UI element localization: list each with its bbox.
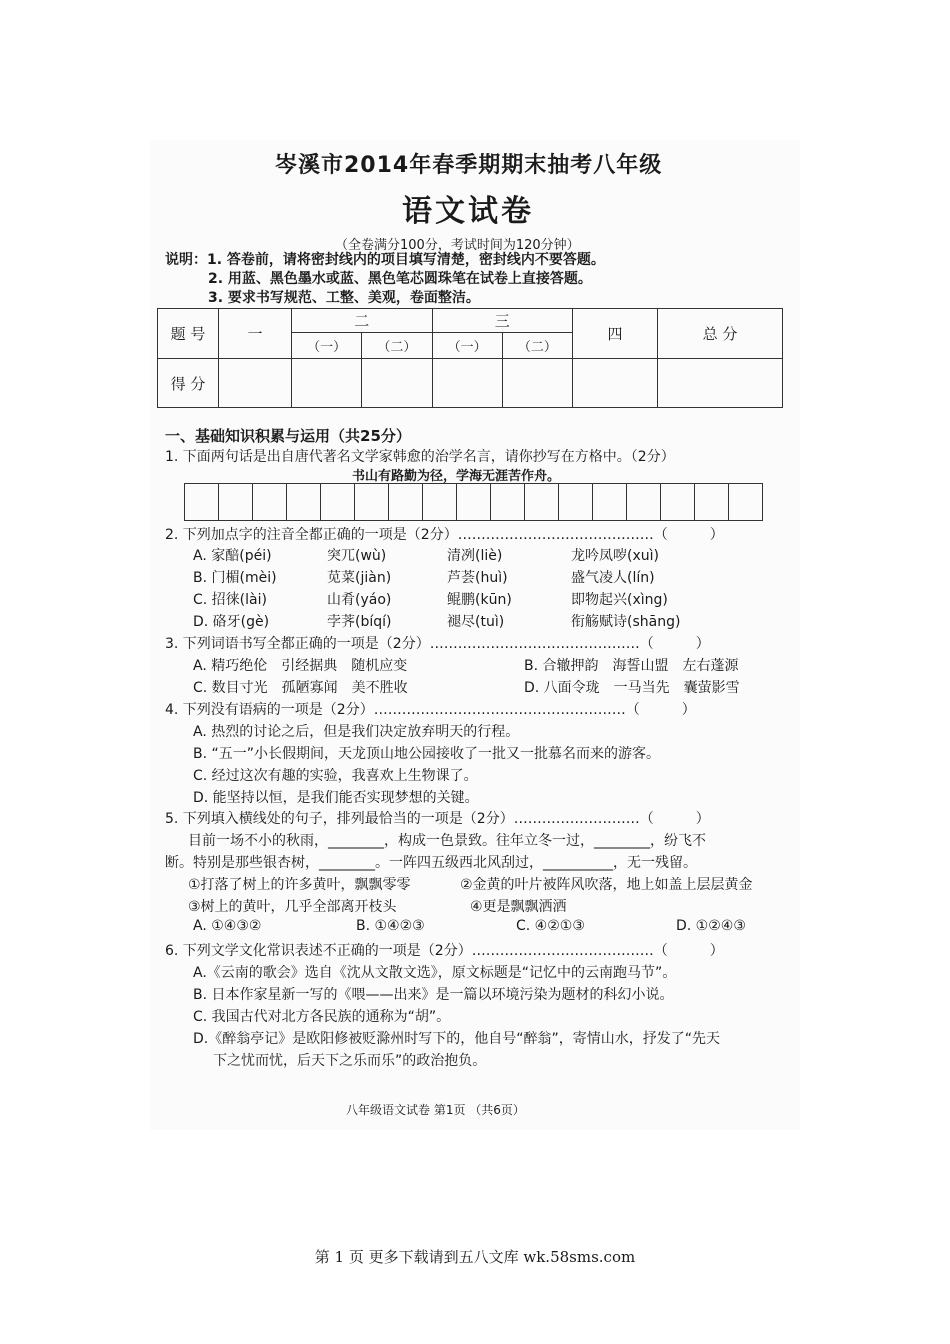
q5-item-3: ③树上的黄叶，几乎全部离开枝头: [188, 899, 397, 915]
grid-cell[interactable]: [524, 483, 559, 521]
grid-cell[interactable]: [728, 483, 763, 521]
q3-option-d: D. 八面令珑 一马当先 囊萤影雪: [524, 680, 740, 696]
score-cell: [573, 359, 658, 408]
q2-option-b-1: B. 门楣(mèi): [193, 570, 277, 586]
score-cell: [502, 359, 572, 408]
q5-item-1: ①打落了树上的许多黄叶，飘飘零零: [188, 877, 411, 893]
grid-cell[interactable]: [320, 483, 355, 521]
q2-option-a-4: 龙吟凤哕(xuì): [571, 548, 659, 564]
q6-option-d: D.《醉翁亭记》是欧阳修被贬滁州时写下的，他自号“醉翁”，寄情山水，抒发了“先天: [193, 1031, 720, 1047]
grid-cell[interactable]: [558, 483, 593, 521]
q4-option-d: D. 能坚持以恒，是我们能否实现梦想的关键。: [193, 790, 479, 806]
grid-cell[interactable]: [694, 483, 729, 521]
q5-option-b: B. ①④②③: [356, 918, 425, 934]
score-cell: [292, 359, 362, 408]
grid-cell[interactable]: [388, 483, 423, 521]
q6-option-a: A.《云南的歌会》选自《沈从文散文选》，原文标题是“记忆中的云南跑马节”。: [193, 965, 677, 981]
score-table: [157, 308, 783, 408]
question-3: 3. 下列词语书写全都正确的一项是（2分）………………………………………（ ）: [165, 636, 710, 652]
download-footer: 第 1 页 更多下载请到五八文库 wk.58sms.com: [314, 1248, 636, 1266]
q2-option-a-2: 突兀(wù): [327, 548, 387, 564]
q4-option-c: C. 经过这次有趣的实验，我喜欢上生物课了。: [193, 768, 478, 784]
q6-option-c: C. 我国古代对北方各民族的通称为“胡”。: [193, 1009, 451, 1025]
exam-subtitle: （全卷满分100分，考试时间为120分钟）: [335, 238, 580, 253]
score-table-total: 总 分: [658, 309, 783, 359]
q2-option-d-4: 衔觞赋诗(shāng): [571, 614, 681, 630]
score-table-col-2: 二: [292, 309, 433, 333]
grid-cell[interactable]: [422, 483, 457, 521]
grid-cell[interactable]: [660, 483, 695, 521]
grid-cell[interactable]: [456, 483, 491, 521]
page-footer: 八年级语文试卷 第1页 （共6页）: [346, 1103, 525, 1117]
q2-option-b-4: 盛气凌人(lín): [571, 570, 655, 586]
q3-option-b: B. 合辙押韵 海誓山盟 左右蓬源: [524, 658, 739, 674]
q5-option-c: C. ④②①③: [516, 918, 585, 934]
q2-option-d-1: D. 硌牙(gè): [193, 614, 270, 630]
q2-option-d-3: 褪尽(tuì): [447, 614, 505, 630]
grid-cell[interactable]: [490, 483, 525, 521]
question-1: 1. 下面两句话是出自唐代著名文学家韩愈的治学名言，请你抄写在方格中。（2分）: [165, 449, 675, 465]
grid-cell[interactable]: [184, 483, 219, 521]
question-6: 6. 下列文学文化常识表述不正确的一项是（2分）…………………………………（ ）: [165, 943, 724, 959]
section-1-title: 一、基础知识积累与运用（共25分）: [165, 427, 411, 445]
q3-option-c: C. 数目寸光 孤陋寡闻 美不胜收: [193, 680, 408, 696]
score-cell: [432, 359, 502, 408]
question-4: 4. 下列没有语病的一项是（2分）………………………………………………（ ）: [165, 702, 696, 718]
q2-option-b-2: 苋菜(jiàn): [327, 570, 392, 586]
score-table-col-3: 三: [432, 309, 573, 333]
question-1-quote: 书山有路勤为径，学海无涯苦作舟。: [352, 469, 561, 484]
q4-option-b: B. “五一”小长假期间，天龙顶山地公园接收了一批又一批慕名而来的游客。: [193, 746, 661, 762]
instruction-2: 2. 用蓝、黑色墨水或蓝、黑色笔芯圆珠笔在试卷上直接答题。: [208, 271, 592, 287]
score-cell: [219, 359, 292, 408]
q6-option-b: B. 日本作家星新一写的《喂——出来》是一篇以环境污染为题材的科幻小说。: [193, 987, 674, 1003]
score-table-sub-3-1: （一）: [432, 333, 502, 359]
grid-cell[interactable]: [286, 483, 321, 521]
grid-cell[interactable]: [626, 483, 661, 521]
score-cell: [362, 359, 432, 408]
q2-option-d-2: 孛荠(bíqí): [327, 614, 392, 630]
score-table-sub-2-1: （一）: [292, 333, 362, 359]
q5-option-a: A. ①④③②: [193, 918, 262, 934]
q2-option-c-2: 山肴(yáo): [327, 592, 392, 608]
grid-cell[interactable]: [592, 483, 627, 521]
q2-option-c-4: 即物起兴(xìng): [571, 592, 668, 608]
question-2: 2. 下列加点字的注音全都正确的一项是（2分）……………………………………（ ）: [165, 527, 724, 543]
q5-item-4: ④更是飘飘洒洒: [470, 899, 567, 915]
grid-cell[interactable]: [354, 483, 389, 521]
q4-option-a: A. 热烈的讨论之后，但是我们决定放弃明天的行程。: [193, 724, 520, 740]
score-table-sub-3-2: （二）: [502, 333, 572, 359]
question-5: 5. 下列填入横线处的句子，排列最恰当的一项是（2分）………………………（ ）: [165, 811, 710, 827]
score-cell: [658, 359, 783, 408]
q5-item-2: ②金黄的叶片被阵风吹落，地上如盖上层层黄金: [460, 877, 753, 893]
instruction-3: 3. 要求书写规范、工整、美观，卷面整洁。: [208, 290, 480, 306]
q6-option-d-cont: 下之忧而忧，后天下之乐而乐”的政治抱负。: [213, 1053, 487, 1069]
q5-option-d: D. ①②④③: [676, 918, 746, 934]
score-table-row-label: 得 分: [158, 359, 219, 408]
q2-option-c-3: 鲲鹏(kūn): [447, 592, 512, 608]
exam-subject-title: 语文试卷: [402, 194, 534, 229]
q3-option-a: A. 精巧绝伦 引经据典 随机应变: [193, 658, 408, 674]
score-table-header-label: 题 号: [158, 309, 219, 359]
score-table-col-1: 一: [219, 309, 292, 359]
q5-passage-line-1: 目前一场不小的秋雨，________，构成一色景致。往年立冬一过，________，纷飞不: [188, 833, 706, 849]
q2-option-b-3: 芦荟(huì): [447, 570, 508, 586]
score-table-sub-2-2: （二）: [362, 333, 432, 359]
q5-passage-line-2: 断。特别是那些银杏树，________。一阵四五级西北风刮过，__________，无一残留。: [165, 855, 697, 871]
grid-cell[interactable]: [252, 483, 287, 521]
instruction-1: 说明：1. 答卷前，请将密封线内的项目填写清楚，密封线内不要答题。: [165, 252, 605, 268]
score-table-col-4: 四: [573, 309, 658, 359]
exam-title: 岑溪市2014年春季期期末抽考八年级: [275, 153, 663, 178]
q2-option-a-3: 清冽(liè): [447, 548, 503, 564]
grid-cell[interactable]: [218, 483, 253, 521]
q2-option-a-1: A. 家醅(péi): [193, 548, 272, 564]
answer-grid[interactable]: [184, 483, 762, 521]
q2-option-c-1: C. 招徕(lài): [193, 592, 267, 608]
